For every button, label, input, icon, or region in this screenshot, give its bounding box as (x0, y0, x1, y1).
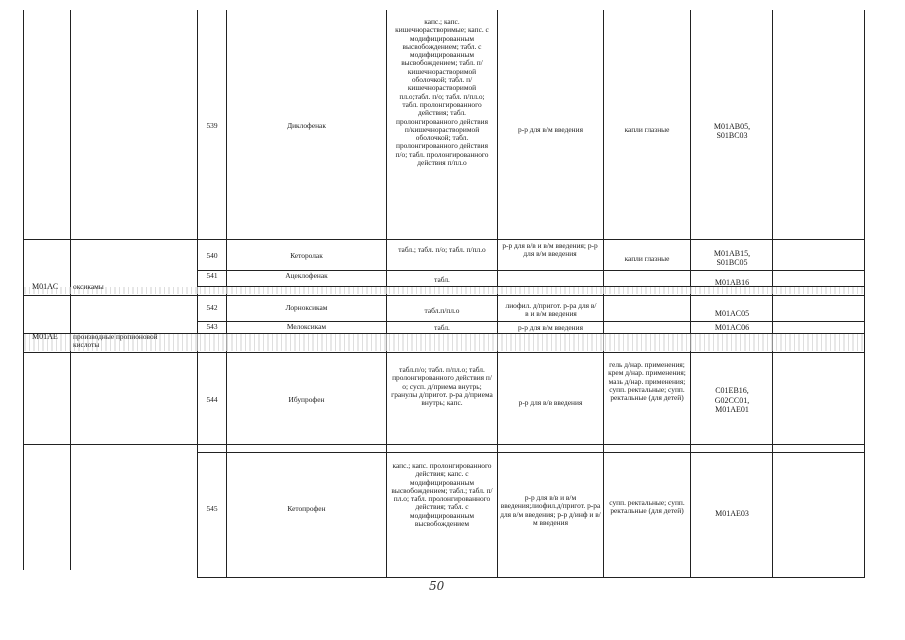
drug-name: Ибупрофен (288, 395, 325, 404)
row-number: 539 (206, 121, 218, 130)
drug-name: Кеторолак (290, 251, 323, 260)
drug-name: Ацеклофенак (285, 271, 328, 280)
dosage-forms: табл.п/пл.о (424, 306, 460, 315)
page-number: 50 (429, 579, 445, 593)
group-name: производные пропионовой кислоты (73, 332, 158, 350)
grid-line (23, 239, 865, 240)
injection-forms: р-р для в/в введения (518, 398, 583, 407)
other-forms: капли глазные (624, 254, 670, 263)
group-name: оксикамы (73, 282, 104, 291)
injection-forms: р-р для в/м введения (518, 323, 583, 332)
atc-code: M01AE03 (715, 509, 749, 518)
group-code: M01AC (32, 282, 59, 291)
dosage-forms: табл.п/о; табл. п/пл.о; табл. пролонгированного действия п/о; сусп. д/приема внутрь; гранулы д/пригот. р-ра д/приема внутрь; капс. (391, 365, 493, 408)
grid-line (690, 10, 691, 578)
other-forms: капли глазные (624, 125, 670, 134)
atc-code: C01EB16, G02CC01, M01AE01 (714, 386, 750, 414)
dosage-forms: табл. (434, 275, 450, 284)
grid-line (197, 452, 865, 453)
row-number: 543 (206, 322, 218, 331)
grid-line (497, 10, 498, 578)
atc-code: M01AC06 (714, 323, 750, 332)
injection-forms: р-р для в/в и в/м введения; р-р для в/м введения (502, 241, 598, 259)
drug-name: Диклофенак (287, 121, 326, 130)
grid-line (772, 10, 773, 578)
other-forms: гель д/нар. применения; крем д/нар. применения; мазь д/нар. применения; супп. ректальные; супп. ректальные (для детей) (608, 360, 686, 403)
atc-code: M01AB15, S01BC05 (713, 249, 751, 267)
row-number: 541 (206, 271, 218, 280)
injection-forms: р-р для в/в и в/м введения;лиофил.д/пригот. р-ра для в/м введения; р-р д/инф и в/м введения (500, 493, 601, 527)
grid-line (23, 295, 865, 296)
row-number: 544 (206, 395, 218, 404)
drug-name: Мелоксикам (286, 322, 327, 331)
atc-code: M01AB05, S01BC03 (713, 122, 751, 140)
dosage-forms: капс.; капс. пролонгированного действия; капс. с модифицированным высвобождением; табл.; табл. п/пл.о; табл. пролонгированного действия; табл. с модифицированным высвобождением (391, 461, 493, 529)
injection-forms: р-р для в/м введения (518, 125, 583, 134)
dosage-forms: табл. (434, 323, 450, 332)
atc-code: M01AB16 (714, 278, 750, 287)
atc-code: M01AC05 (714, 309, 750, 318)
row-number: 545 (206, 504, 218, 513)
dosage-forms: табл.; табл. п/о; табл. п/пл.о (398, 245, 486, 254)
row-number: 542 (206, 303, 218, 312)
drug-name: Лорноксикам (285, 303, 328, 312)
grid-line (23, 444, 865, 445)
grid-line (23, 352, 865, 353)
grid-line (603, 10, 604, 578)
group-code: M01AE (32, 332, 58, 341)
injection-forms: лиофил. д/пригот. р-ра для в/в и в/м введения (505, 301, 597, 319)
grid-line (226, 10, 227, 578)
other-forms: супп. ректальные; супп. ректальные (для детей) (609, 498, 685, 516)
row-number: 540 (206, 251, 218, 260)
grid-line (197, 10, 198, 578)
dosage-forms: капс.; капс. кишечнорастворимые; капс. с модифицированным высвобождением; табл. с модифицированным высвобождением; табл. п/кишечнорастворимой оболочкой; табл. п/кишечнорастворимой пл.о;табл. п/о; табл. п/пл.о; табл. пролонгированного действия; табл. пролонгированного действия п/кишечнорастворимой оболочкой; табл. пролонгированного действия п/о; табл. пролонгированного действия п/пл.о (395, 17, 489, 168)
drug-name: Кетопрофен (287, 504, 326, 513)
grid-line (197, 577, 865, 578)
grid-line (386, 10, 387, 578)
grid-line (864, 10, 865, 578)
